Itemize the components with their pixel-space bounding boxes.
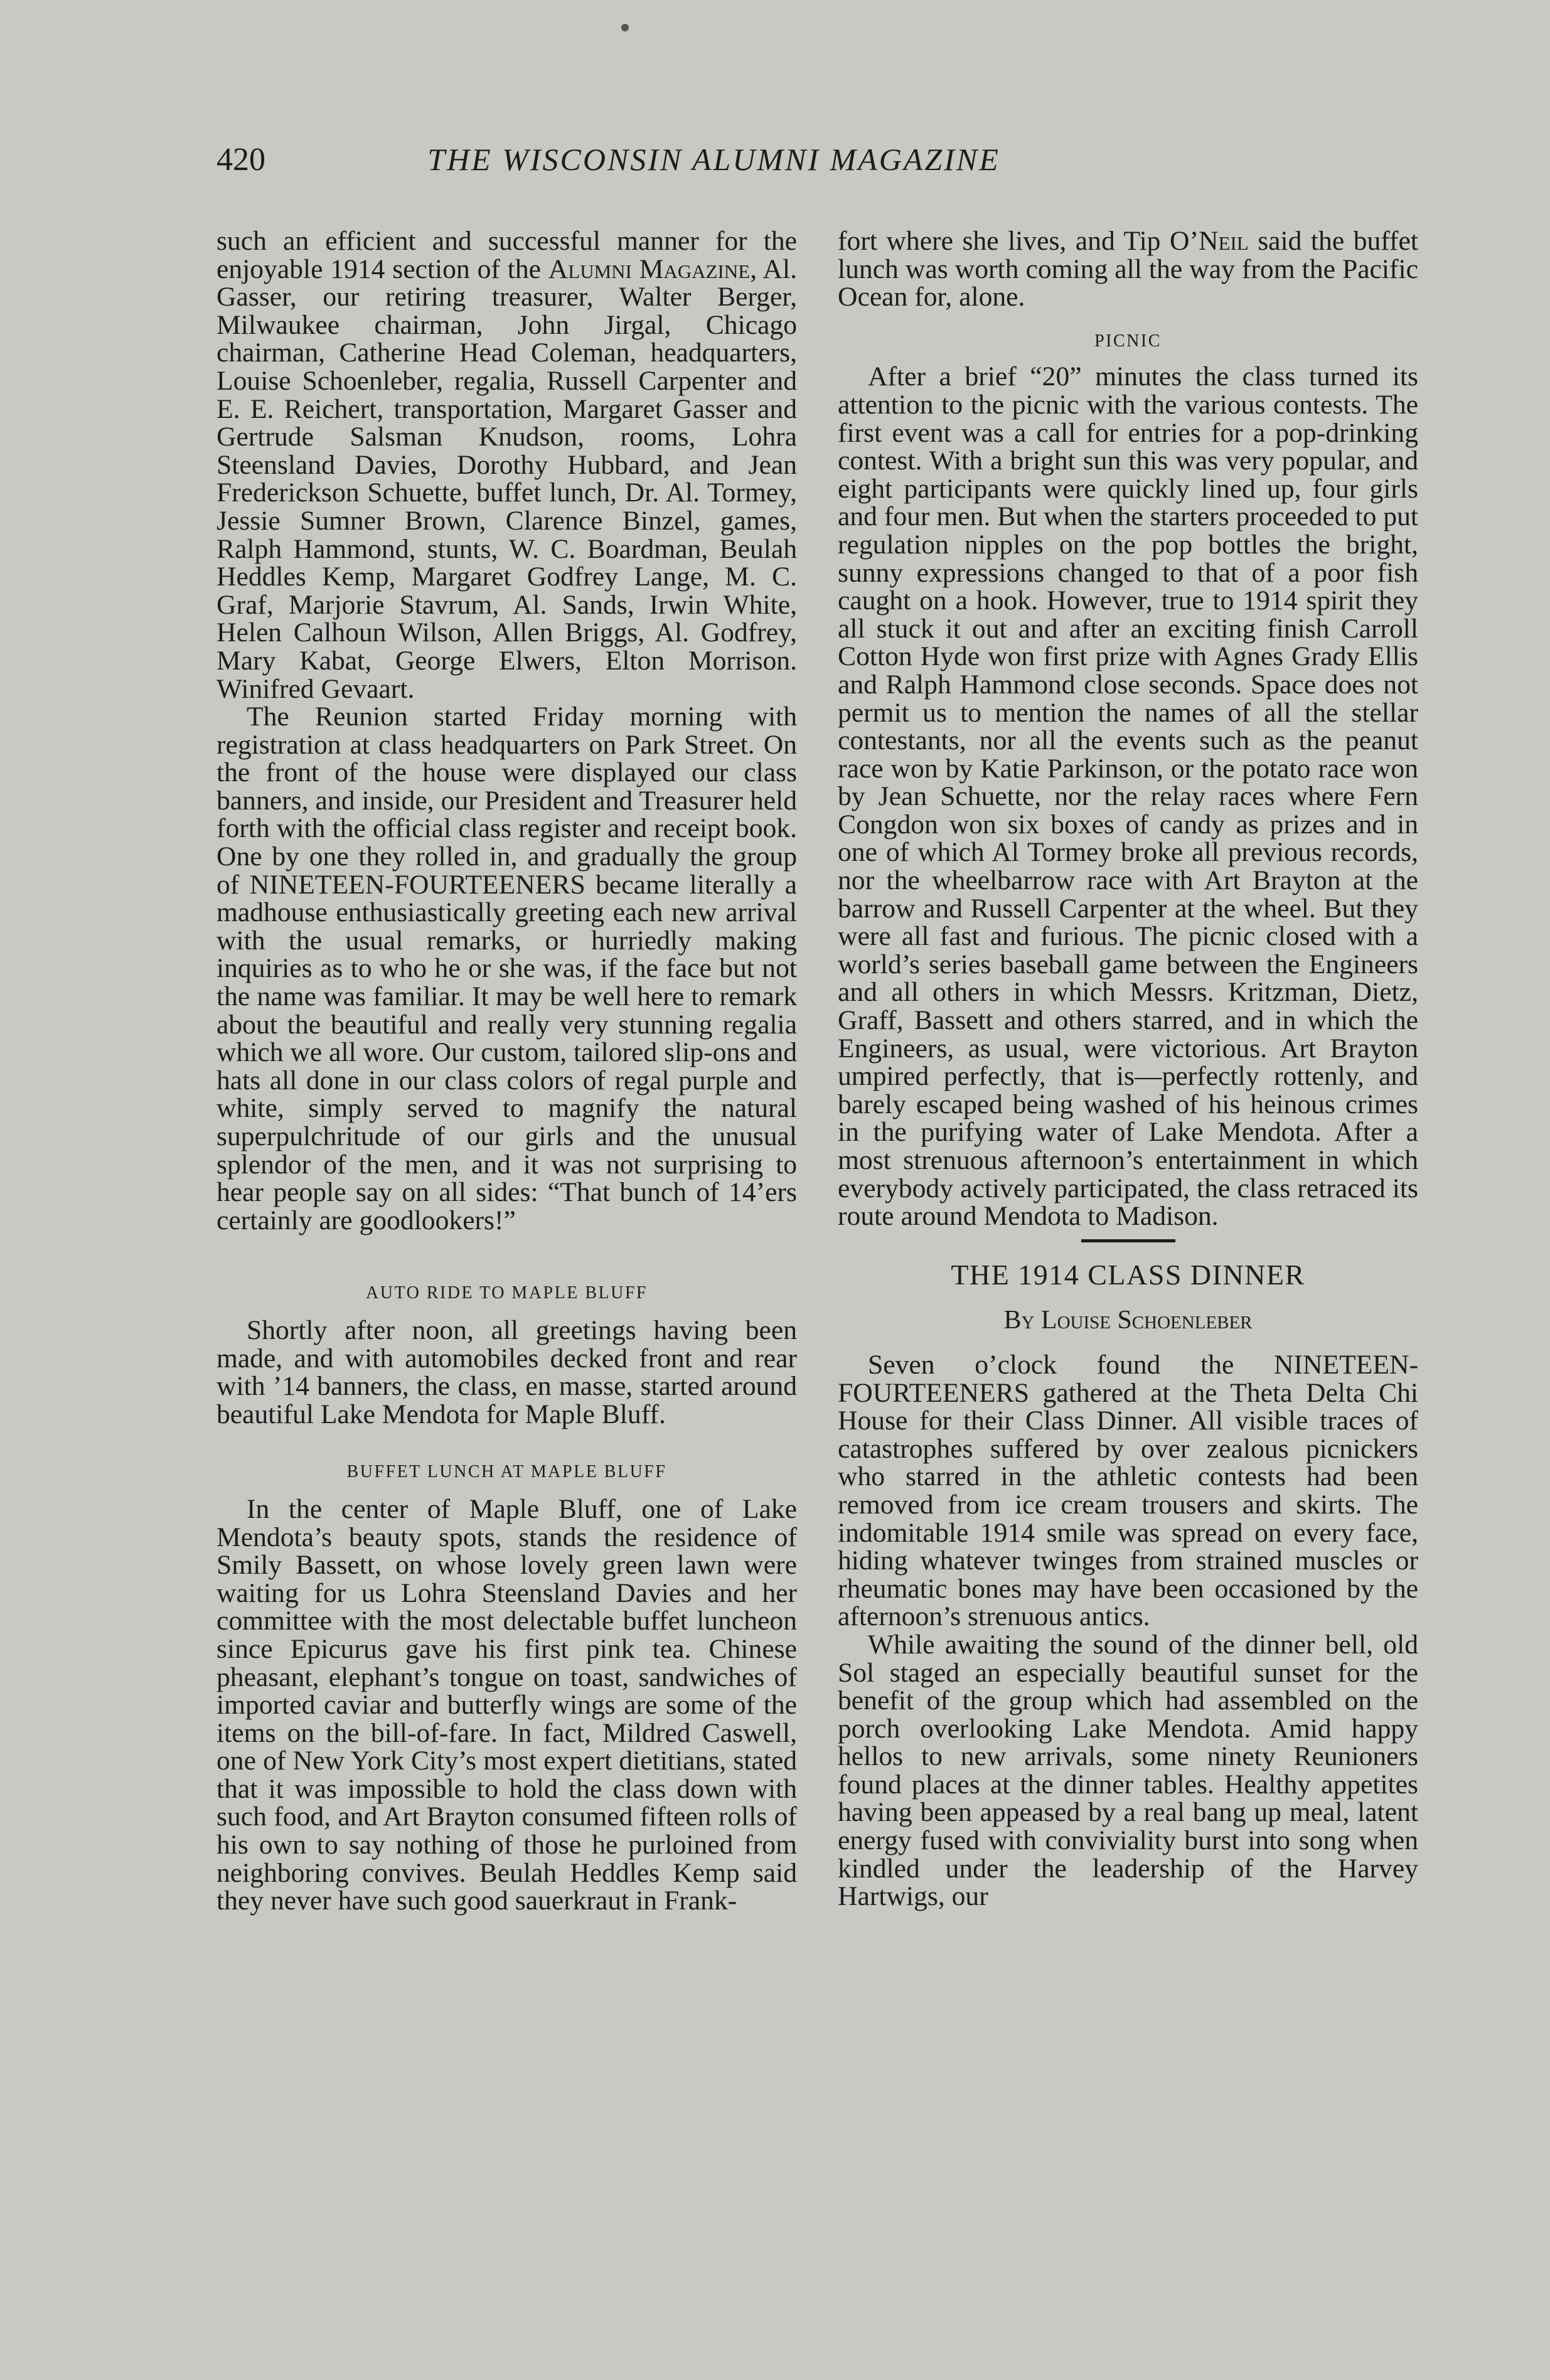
running-title: THE WISCONSIN ALUMNI MAGAZINE bbox=[427, 142, 1000, 177]
magazine-name: Alumni Magazine bbox=[548, 253, 751, 284]
paragraph-picnic: After a brief “20” minutes the class turned its attention to the picnic with the various contests. The first event was a call for entries for a pop-drinking contest. With a bright sun this was very popular, and eight participants were quickly lined up, four girls and four men. But when the starters proceeded to put regulation nipples on the pop bottles the bright, sunny expressions changed to that of a poor fish caught on a hook. However, true to 1914 spirit they all stuck it out and after an exciting finish Carroll Cotton Hyde won first prize with Agnes Grady Ellis and Ralph Hammond close seconds. Space does not permit us to mention the names of all the stellar contestants, nor all the events such as the peanut race won by Katie Parkinson, or the potato race won by Jean Schuette, nor the relay races where Fern Congdon won six boxes of candy as prizes and in one of which Al Tormey broke all previous records, nor the wheelbarrow race with Art Brayton at the barrow and Russell Carpenter at the wheel. But they were all fast and furious. The picnic closed with a world’s series baseball game between the Engineers and all others in which Messrs. Kritzman, Dietz, Graff, Bassett and others starred, and in which the Engineers, as usual, were victorious. Art Brayton umpired perfectly, that is—perfectly rottenly, and barely escaped being washed of his heinous crimes in the purifying water of Lake Mendota. After a most strenuous afternoon’s entertainment in which everybody actively participated, the class retraced its route around Mendota to Madison. bbox=[838, 361, 1418, 1232]
paragraph-auto-ride: Shortly after noon, all greetings having been made, and with automobiles decked front and rear with ’14 banners, the class, en masse, started around beautiful Lake Mendota for Maple Bluff. bbox=[216, 1315, 797, 1429]
article-title: THE 1914 CLASS DINNER bbox=[951, 1258, 1305, 1291]
byline: By Louise Schoenleber bbox=[1003, 1306, 1253, 1335]
subheading-picnic: PICNIC bbox=[1094, 331, 1162, 351]
page-header bbox=[216, 141, 1142, 185]
section-divider bbox=[1081, 1239, 1175, 1242]
paragraph-committee: such an efficient and successful manner for the enjoyable 1914 section of the Alumni Magazine, Al. Gasser, our retiring treasurer, Walter Berger, Milwaukee chairman, John Jirgal, Chicago chairman, Catherine Head Coleman, headquarters, Louise Schoenleber, regalia, Russell Carpenter and E. E. Reichert, transportation, Margaret Gasser and Gertrude Salsman Knudson, rooms, Lohra Steensland Davies, Dorothy Hubbard, and Jean Frederickson Schuette, buffet lunch, Dr. Al. Tormey, Jessie Sumner Brown, Clarence Binzel, games, Ralph Hammond, stunts, W. C. Boardman, Beulah Heddles Kemp, Margaret Godfrey Lange, M. C. Graf, Marjorie Stavrum, Al. Sands, Irwin White, Helen Calhoun Wilson, Allen Briggs, Al. Godfrey, Mary Kabat, George Elwers, Elton Morrison. Winifred Gevaart. bbox=[216, 226, 798, 704]
paragraph-buffet-lunch: In the center of Maple Bluff, one of Lake Mendota’s beauty spots, stands the residence of Smily Bassett, on whose lovely green lawn were waiting for us Lohra Steensland Davies and her committee with the most delectable buffet luncheon since Epicurus gave his first pink tea. Chinese pheasant, elephant’s tongue on toast, sandwiches of imported caviar and butterfly wings are some of the items on the bill-of-fare. In fact, Mildred Caswell, one of New York City’s most expert dietitians, stated that it was impossible to hold the class down with such food, and Art Brayton consumed fifteen rolls of his own to say nothing of those he purloined from neighboring convives. Beulah Heddles Kemp said they never have such good sauerkraut in Frank- bbox=[216, 1493, 797, 1916]
paragraph-buffet-continued: fort where she lives, and Tip O’Neil said the buffet lunch was worth coming all the way from the Pacific Ocean for, alone. bbox=[838, 226, 1418, 312]
subheading-buffet-lunch: BUFFET LUNCH AT MAPLE BLUFF bbox=[346, 1462, 667, 1482]
paragraph-reunion: The Reunion started Friday morning with registration at class headquarters on Park Street. On the front of the house were displayed our class banners, and inside, our President and Treasurer held forth with the official class register and receipt book. One by one they rolled in, and gradually the group of NINETEEN-FOURTEENERS became literally a madhouse enthusiastically greeting each new arrival with the usual remarks, or hurriedly making inquiries as to who he or she was, if the face but not the name was familiar. It may be well here to remark about the beautiful and really very stunning regalia which we all wore. Our custom, tailored slip-ons and hats all done in our class colors of regal purple and white, simply served to magnify the natural superpulchritude of our girls and the unusual splendor of the men, and it was not surprising to hear people say on all sides: “That bunch of 14’ers certainly are goodlookers!” bbox=[216, 702, 797, 1235]
right-column bbox=[838, 227, 1418, 1911]
paragraph-dinner-sunset: While awaiting the sound of the dinner bell, old Sol staged an especially beautiful sunset for the benefit of the group which had assembled on the porch overlooking Lake Mendota. Amid happy hellos to new arrivals, some ninety Reunioners found places at the dinner tables. Healthy appetites having been appeased by a real bang up meal, latent energy fused with conviviality burst into song when kindled under the leadership of the Harvey Hartwigs, our bbox=[838, 1629, 1418, 1912]
name-neil: Neil bbox=[1199, 226, 1249, 256]
page-number: 420 bbox=[216, 142, 265, 178]
paragraph-dinner-arrival: Seven o’clock found the NINETEEN-FOURTEENERS gathered at the Theta Delta Chi House for their Class Dinner. All visible traces of catastrophes suffered by over zealous picnickers who starred in the athletic contests had been removed from ice cream trousers and skirts. The indomitable 1914 smile was spread on every face, hiding whatever twinges from strained muscles or rheumatic bones may have been occasioned by the afternoon’s strenuous antics. bbox=[838, 1349, 1418, 1632]
subheading-auto-ride: AUTO RIDE TO MAPLE BLUFF bbox=[366, 1283, 648, 1303]
left-column bbox=[216, 227, 797, 1915]
print-speck bbox=[621, 24, 629, 31]
